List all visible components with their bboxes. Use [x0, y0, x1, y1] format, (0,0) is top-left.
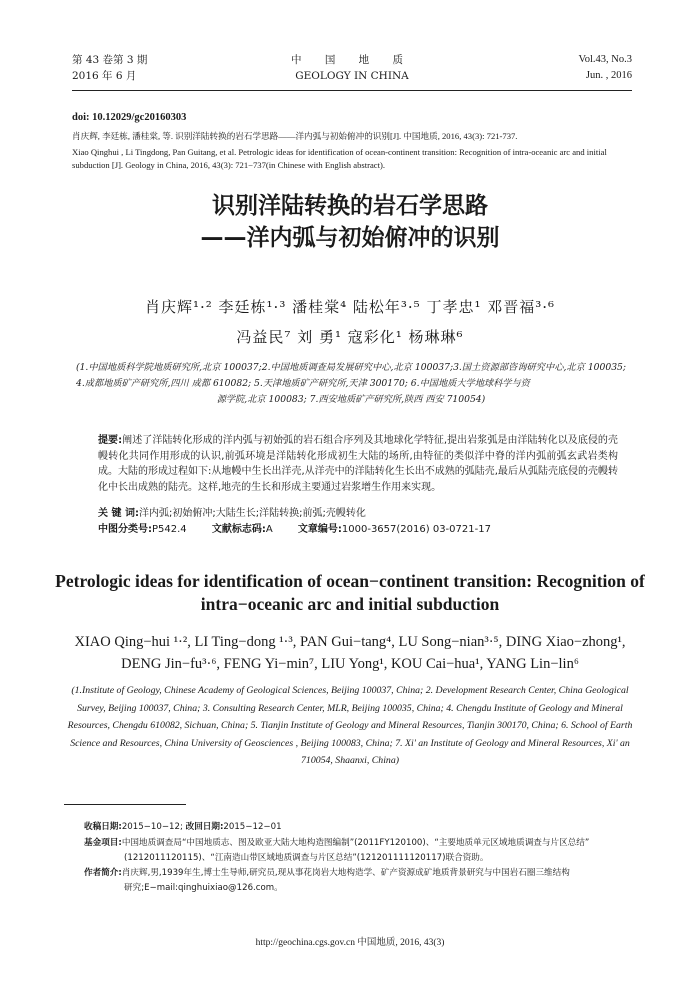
- authors-cn-line1: 肖庆辉¹·² 李廷栋¹·³ 潘桂棠⁴ 陆松年³·⁵ 丁孝忠¹ 邓晋福³·⁶: [144, 298, 556, 316]
- footnote-author: [84, 866, 644, 896]
- abstract-cn: [98, 433, 618, 495]
- footnote-dates: [84, 820, 644, 835]
- received-value: 2015−10−12;: [121, 822, 183, 832]
- doc-code-value: A: [265, 524, 273, 535]
- title-en: [40, 570, 660, 616]
- affiliations-cn-body: (1.中国地质科学院地质研究所,北京 100037;2.中国地质调查局发展研究中心,北京 100037;3.国土资源部咨询研究中心,北京 100035; 4.成都地质矿产研究所,四川 成都 610082; 5.天津地质矿产研究所,天津 300170; 6.中国地质大学地球科学与资: [76, 362, 626, 389]
- article-number-label: 文章编号:: [297, 524, 342, 535]
- affiliations-cn-last: 源学院,北京 100083; 7.西安地质矿产研究所,陕西 西安 710054): [216, 394, 486, 405]
- revised-value: 2015−12−01: [223, 822, 282, 832]
- received-label: 收稿日期:: [84, 822, 122, 832]
- article-number-value: 1000-3657(2016) 03-0721-17: [341, 524, 491, 535]
- footnote-divider: [64, 804, 186, 805]
- revised-label: 改回日期:: [185, 822, 224, 832]
- keywords-cn-label: 关 键 词:: [98, 508, 139, 519]
- header-divider: [72, 90, 632, 91]
- authors-cn-line2: 冯益民⁷ 刘 勇¹ 寇彩化¹ 杨琳琳⁶: [236, 328, 464, 346]
- affiliations-cn: [76, 360, 626, 408]
- header-volume-en: Vol.43, No.3: [578, 54, 632, 65]
- authors-en-line1: XIAO Qing−hui ¹·², LI Ting−dong ¹·³, PAN Gui−tang⁴, LU Song−nian³·⁵, DING Xiao−zhong¹,: [74, 634, 626, 650]
- header-journal-en: GEOLOGY IN CHINA: [295, 70, 409, 82]
- classification-cn: [98, 522, 491, 537]
- header-date-en: Jun. , 2016: [585, 70, 632, 81]
- author-bio-label: 作者简介:: [84, 868, 122, 878]
- clc-label: 中图分类号:: [98, 524, 152, 535]
- abstract-cn-text: 阐述了洋陆转化形成的洋内弧与初始弧的岩石组合序列及其地球化学特征,提出岩浆弧是由洋陆转化以及底侵的壳幔转化共同作用形成的认识,前弧环境是洋陆转化形成初生大陆的场所,由特征的类似洋中脊的洋内弧前弧玄武岩类构成。大陆的形成过程如下:从地幔中生长出洋壳,从洋壳中的洋陆转化生长出不成熟的弧陆壳,最后从弧陆壳底侵的壳幔转化中长出成熟的陆壳。这样,地壳的生长和形成主要通过岩浆增生作用来实现。: [98, 435, 618, 493]
- title-cn-line1: 识别洋陆转换的岩石学思路: [212, 193, 488, 219]
- footnote-funding: [84, 836, 644, 866]
- author-bio-text-1: 肖庆辉,男,1939年生,博士生导师,研究员,现从事花岗岩大地构造学、矿产资源成矿地质背景研究与中国岩石圈三维结构: [121, 868, 570, 878]
- title-cn: [0, 190, 700, 254]
- journal-header: [72, 52, 632, 88]
- author-bio-text-2[interactable]: 研究;E−mail:qinghuixiao@126.com。: [124, 883, 283, 893]
- keywords-cn: [98, 506, 366, 521]
- funding-text-1: 中国地质调查局“中国地质志、图及欧亚大陆大地构造图编制”(2011FY120100)、“主要地质单元区域地质调查与片区总结”: [121, 838, 590, 848]
- citation-en: Xiao Qinghui , Li Tingdong, Pan Guitang, et al. Petrologic ideas for identification of ocean-continent transition: Recognition of intra-oceanic arc and initial subduction [J]. Geology in China, 2016, 43(3): 721−737(in Chinese with English abstract).: [72, 147, 607, 170]
- header-volume-cn: 第 43 卷第 3 期: [72, 54, 148, 66]
- authors-en-line2: DENG Jin−fu³·⁶, FENG Yi−min⁷, LIU Yong¹, KOU Cai−hua¹, YANG Lin−lin⁶: [121, 656, 579, 672]
- title-cn-line2: ——洋内弧与初始俯冲的识别: [200, 225, 500, 251]
- funding-label: 基金项目:: [84, 838, 122, 848]
- header-right: [579, 52, 632, 84]
- title-en-line2: intra−oceanic arc and initial subduction: [200, 594, 500, 614]
- clc-value: P542.4: [152, 524, 187, 535]
- citation-cn: 肖庆辉, 李廷栋, 潘桂棠, 等. 识别洋陆转换的岩石学思路——洋内弧与初始俯冲的识别[J]. 中国地质, 2016, 43(3): 721-737.: [72, 131, 518, 141]
- funding-text-2: (1212011120115)、“江南造山带区域地质调查与片区总结”(121201111120117)联合资助。: [124, 853, 489, 863]
- header-center: [252, 52, 452, 84]
- header-journal-cn: 中 国 地 质: [290, 54, 413, 66]
- affiliations-en: (1.Institute of Geology, Chinese Academy of Geological Sciences, Beijing 100037, China; 2. Development Research Center, China Geological Survey, Beijing 100037, China; 3. Consulting Research Center, MLR, Beijing 100035, China; 4. Chengdu Institute of Geology and Mineral Resources, Chengdu 610082, Sichuan, China; 5. Tianjin Institute of Geology and Mineral Resources, Tianjin 300170, China; 6. School of Earth Science and Resources, China University of Geosciences , Beijing 100083, China; 7. Xi' an Institute of Geology and Mineral Resources, Xi' an 710054, Shaanxi, China): [67, 685, 633, 766]
- keywords-cn-text: 洋内弧;初始俯冲;大陆生长;洋陆转换;前弧;壳幔转化: [138, 508, 366, 519]
- doc-code-label: 文献标志码:: [211, 524, 266, 535]
- header-date-cn: 2016 年 6 月: [72, 70, 137, 82]
- doi-line[interactable]: doi: 10.12029/gc20160303: [72, 112, 187, 123]
- header-left: [72, 52, 147, 84]
- title-en-line1: Petrologic ideas for identification of ocean−continent transition: Recognition of: [55, 571, 645, 591]
- abstract-cn-label: 提要:: [98, 435, 123, 446]
- page-footer[interactable]: http://geochina.cgs.gov.cn 中国地质, 2016, 43(3): [255, 938, 445, 948]
